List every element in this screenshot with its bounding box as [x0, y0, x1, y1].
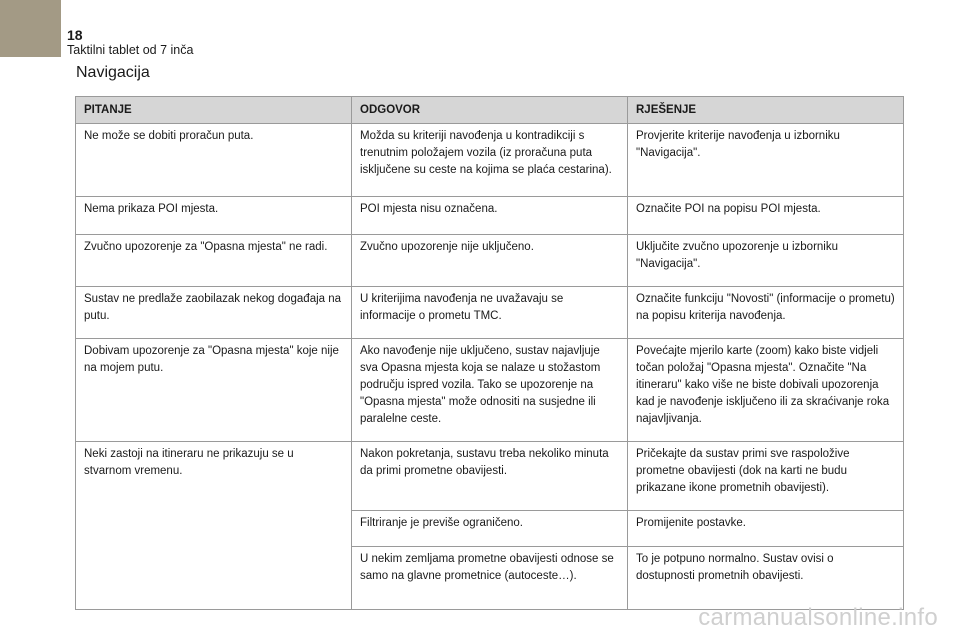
question-cell: Sustav ne predlaže zaobilazak nekog događaja na putu. [76, 287, 352, 339]
solution-cell: To je potpuno normalno. Sustav ovisi o dostupnosti prometnih obavijesti. [628, 547, 904, 610]
table-row [76, 442, 904, 511]
answer-cell: Zvučno upozorenje nije uključeno. [352, 235, 628, 287]
page-number: 18 [67, 27, 83, 43]
question-cell: Dobivam upozorenje za "Opasna mjesta" koje nije na mojem putu. [76, 339, 352, 442]
answer-cell: Nakon pokretanja, sustavu treba nekoliko minuta da primi prometne obavijesti. [352, 442, 628, 511]
question-cell: Ne može se dobiti proračun puta. [76, 124, 352, 197]
solution-cell: Promijenite postavke. [628, 511, 904, 547]
solution-cell: Pričekajte da sustav primi sve raspoložive prometne obavijesti (dok na karti ne budu prikazane ikone prometnih obavijesti). [628, 442, 904, 511]
watermark: carmanualsonline.info [698, 604, 938, 631]
solution-cell: Označite funkciju "Novosti" (informacije o prometu) na popisu kriterija navođenja. [628, 287, 904, 339]
answer-cell: U kriterijima navođenja ne uvažavaju se informacije o prometu TMC. [352, 287, 628, 339]
answer-cell: Ako navođenje nije uključeno, sustav najavljuje sva Opasna mjesta koja se nalaze u stožastom području ispred vozila. Tako se upozorenje na "Opasna mjesta" može odnositi na susjedne ili paralelne ceste. [352, 339, 628, 442]
answer-cell: Možda su kriteriji navođenja u kontradikciji s trenutnim položajem vozila (iz proračuna puta isključene su ceste na kojima se plaća cestarina). [352, 124, 628, 197]
solution-cell: Uključite zvučno upozorenje u izborniku "Navigacija". [628, 235, 904, 287]
solution-cell: Povećajte mjerilo karte (zoom) kako biste vidjeli točan položaj "Opasna mjesta". Označite "Na itineraru" kako više ne biste dobivali upozorenja kad je navođenje isključeno ili za skraćivanje roka najavljivanja. [628, 339, 904, 442]
table-row [76, 339, 904, 442]
header-question: PITANJE [76, 97, 352, 124]
solution-cell: Označite POI na popisu POI mjesta. [628, 197, 904, 235]
header-solution: RJEŠENJE [628, 97, 904, 124]
chapter-title: Taktilni tablet od 7 inča [67, 43, 194, 57]
question-cell: Zvučno upozorenje za "Opasna mjesta" ne radi. [76, 235, 352, 287]
troubleshooting-table [75, 96, 904, 610]
table-header-row [76, 97, 904, 124]
table-row [76, 124, 904, 197]
answer-cell: U nekim zemljama prometne obavijesti odnose se samo na glavne prometnice (autoceste…). [352, 547, 628, 610]
section-title: Navigacija [76, 64, 150, 81]
table-row [76, 287, 904, 339]
question-cell: Nema prikaza POI mjesta. [76, 197, 352, 235]
answer-cell: Filtriranje je previše ograničeno. [352, 511, 628, 547]
table-row [76, 235, 904, 287]
table-row [76, 197, 904, 235]
header-answer: ODGOVOR [352, 97, 628, 124]
question-cell: Neki zastoji na itineraru ne prikazuju se u stvarnom vremenu. [76, 442, 352, 610]
answer-cell: POI mjesta nisu označena. [352, 197, 628, 235]
solution-cell: Provjerite kriterije navođenja u izborniku "Navigacija". [628, 124, 904, 197]
corner-color-block [0, 0, 61, 57]
